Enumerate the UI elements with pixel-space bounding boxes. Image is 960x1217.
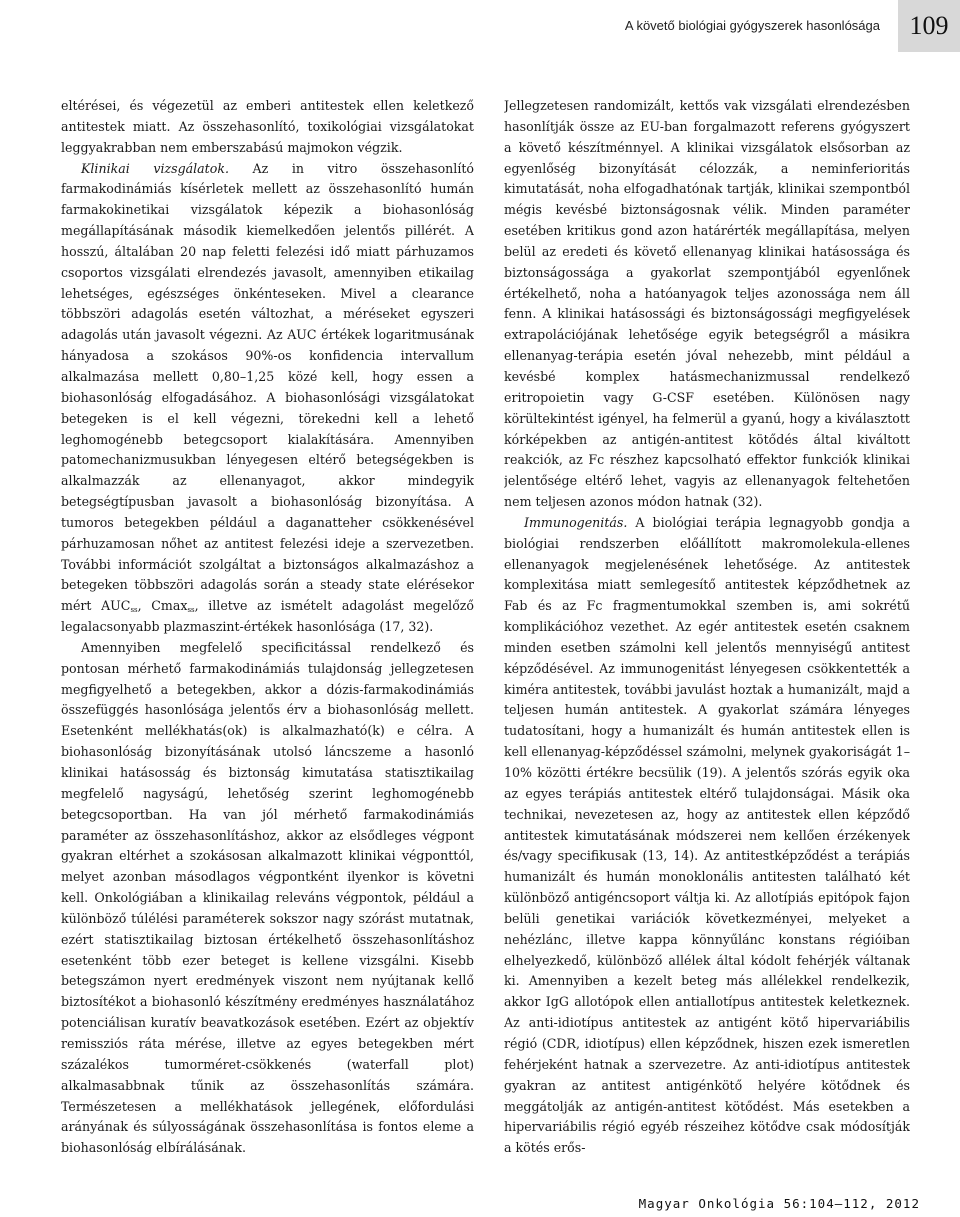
section-heading: Immunogenitás. — [524, 514, 628, 530]
paragraph-text: A biológiai terápia legnagyobb gondja a biológiai rendszerben előállított makromolekula-ellenes ellenanyagok megjelenésének lehetősége. Az antitestek komplexitása miatt semlegesítő antitestek képződhetnek az Fab és az Fc fragmentumokkal szemben is, ami sokrétű komplikációhoz vezethet. Az egér antitestek esetén csaknem minden esetben számolni kell jelentős mennyiségű antitest képződésével. Az immunogenitást lényegesen csökkentették a kiméra antitestek, további javulást hoztak a humanizált, majd a teljesen humán antitestek. A gyakorlat számára lényeges tudatosítani, hogy a humanizált és humán antitestek ellen is kell ellenanyag-képződéssel számolni, melynek gyakoriságát 1–10% közötti értékre becsülik (19). A jelentős szórás egyik oka az egyes terápiás antitestek eltérő tulajdonságai. Másik oka technikai, nevezetesen az, hogy az antitestek ellen képződő antitestek kimutatásának módszerei nem kellően érzékenyek és/vagy specifikusak (13, 14). Az antitestképződést a terápiás humanizált és humán monoklonális antitesten található két különböző antigéncsoport váltja ki. Az allotípiás epitópok fajon belüli genetikai variációk következményei, melyeket a nehézlánc, illetve kappa könnyűlánc konstans régióiban elhelyezkedő, különböző allélek által kódolt fehérjék váltanak ki. Amennyiben a kezelt beteg más allélekkel rendelkezik, akkor IgG allotópok ellen antiallotípus antitestek keletkeznek. Az anti-idiotípus antitestek az antigént kötő hipervariábilis régió (CDR, idiotípus) ellen képződnek, hiszen ezek ismeretlen fehérjeként hatnak a szervezetre. Az anti-idiotípus antitestek gyakran az antitest antigénkötő helyére kötődnek és meggátolják az antigén-antitest kötődést. Más esetekben a hipervariábilis régió egyéb részeihez kötődve csak módosítják a kötés erős- — [504, 514, 910, 1156]
paragraph — [61, 159, 474, 638]
section-heading: Klinikai vizsgálatok. — [81, 160, 229, 176]
paragraph-text: , illetve az ismételt adagolást megelőző legalacsonyabb plazmaszint-értékek hasonlósága (17, 32). — [61, 598, 474, 635]
subscript: ss — [130, 606, 138, 615]
paragraph: Jellegzetesen randomizált, kettős vak vizsgálati elrendezésben hasonlítják össze az EU-ban forgalmazott referens gyógyszert a követő készítménnyel. A klinikai vizsgálatok elsősorban az egyenlőség bizonyítását célozzák, a neminferioritás kimutatását, noha elfogadhatónak tartják, klinikai szempontból mégis kevésbé biztonságosnak vélik. Minden paraméter esetében kritikus gond azon határérték megállapítása, melyen belül az eredeti és követő ellenanyag klinikai hatásossága és biztonságossága a gyakorlat szempontjából egyenlőnek értékelhető, noha a hatóanyagok teljes azonossága nem áll fenn. A klinikai hatásossági és biztonságossági megfigyelések extrapolációjának lehetősége egyik betegségről a másikra ellenanyag-terápia esetén jóval nehezebb, mint például a kevésbé komplex hatásmechanizmussal rendelkező eritropoietin vagy G-CSF esetében. Különösen nagy körültekintést igényel, ha felmerül a gyanú, hogy a kiválasztott kórképekben az antigén-antitest kötődés által kiváltott reakciók, az Fc részhez kapcsolható effektor funkciók klinikai jelentősége eltérő lehet, vagyis az ellenanyagok feltehetően nem teljesen azonos módon hatnak (32). — [504, 98, 910, 510]
paragraph — [504, 513, 910, 1159]
running-title: A követő biológiai gyógyszerek hasonlósága — [624, 18, 880, 33]
paragraph-text: , Cmax — [137, 598, 188, 614]
left-column — [61, 96, 474, 1176]
paragraph-text: Az in vitro összehasonlító farmakodinámiás kísérletek mellett az összehasonlító humán farmakokinetikai vizsgálatok képezik a biohasonlóság megállapításának második kiemelkedően jelentős pillérét. A hosszú, általában 20 nap feletti felezési idő miatt párhuzamos csoportos vizsgálati elrendezés javasolt, amennyiben etikailag lehetséges, egészséges önkénteseken. Mivel a clearance többszöri adagolás esetén változhat, a méréseket egyszeri adagolás után javasolt végezni. Az AUC értékek logaritmusának hányadosa a szokásos 90%-os konfidencia intervallum alkalmazása mellett 0,80–1,25 közé kell, hogy essen a biohasonlóság elfogadásához. A biohasonlósági vizsgálatokat betegeken is el kell végezni, törekedni kell a lehető leghomogénebb betegcsoport kialakítására. Amennyiben patomechanizmusukban lényegesen eltérő betegségekben is alkalmazzák az ellenanyagot, akkor mindegyik betegségtípusban javasolt a biohasonlóság bizonyítása. A tumoros betegekben például a daganatteher csökkenésével párhuzamosan nőhet az antitest felezési ideje a szervezetben. További információt szolgáltat a biztonságos alkalmazáshoz a betegeken többszöri adagolás során a steady state elérésekor mért AUC — [61, 160, 474, 614]
paragraph: eltérései, és végezetül az emberi antitestek ellen keletkező antitestek miatt. Az összehasonlító, toxikológiai vizsgálatokat leggyakrabban nem emberszabású majmokon végzik. — [61, 98, 474, 155]
page-number: 109 — [898, 0, 960, 52]
right-column — [504, 96, 910, 1176]
paragraph: Amennyiben megfelelő specificitással rendelkező és pontosan mérhető farmakodinámiás tulajdonság jellegzetesen megfigyelhető a betegekben, akkor a dózis-farmakodinámiás összefüggés hasonlósága jelentős érv a biohasonlóság mellett. Esetenként mellékhatás(ok) is alkalmazható(k) e célra. A biohasonlóság bizonyításának utolsó láncszeme a hasonló klinikai hatásosság és biztonság kimutatása statisztikailag megfelelő nagyságú, lehetőség szerint leghomogénebb betegcsoportban. Ha van jól mérhető farmakodinámiás paraméter az összehasonlításhoz, akkor az elsődleges végpont gyakran eltérhet a szokásosan alkalmazott klinikai végponttól, melyet azonban másodlagos végpontként ilyenkor is követni kell. Onkológiában a klinikailag releváns végpontok, például a különböző túlélési paraméterek sokszor nagy szórást mutatnak, ezért statisztikailag biztosan értékelhető összehasonlításhoz esetenként több ezer beteget is kellene vizsgálni. Kisebb betegszámon nyert eredmények viszont nem nyújtanak kellő biztosítékot a biohasonló készítmény eredményes használatához potenciálisan kuratív beavatkozások esetében. Ezért az objektív remissziós ráta mérése, illetve az egyes betegekben mért százalékos tumorméret-csökkenés (waterfall plot) alkalmasabbnak tűnik az összehasonlítás számára. Természetesen a mellékhatások jellegének, előfordulási arányának és súlyosságának összehasonlítása is fontos eleme a biohasonlóság elbírálásának. — [61, 639, 474, 1156]
subscript: ss — [187, 606, 195, 615]
journal-footer: Magyar Onkológia 56:104–112, 2012 — [638, 1196, 920, 1211]
